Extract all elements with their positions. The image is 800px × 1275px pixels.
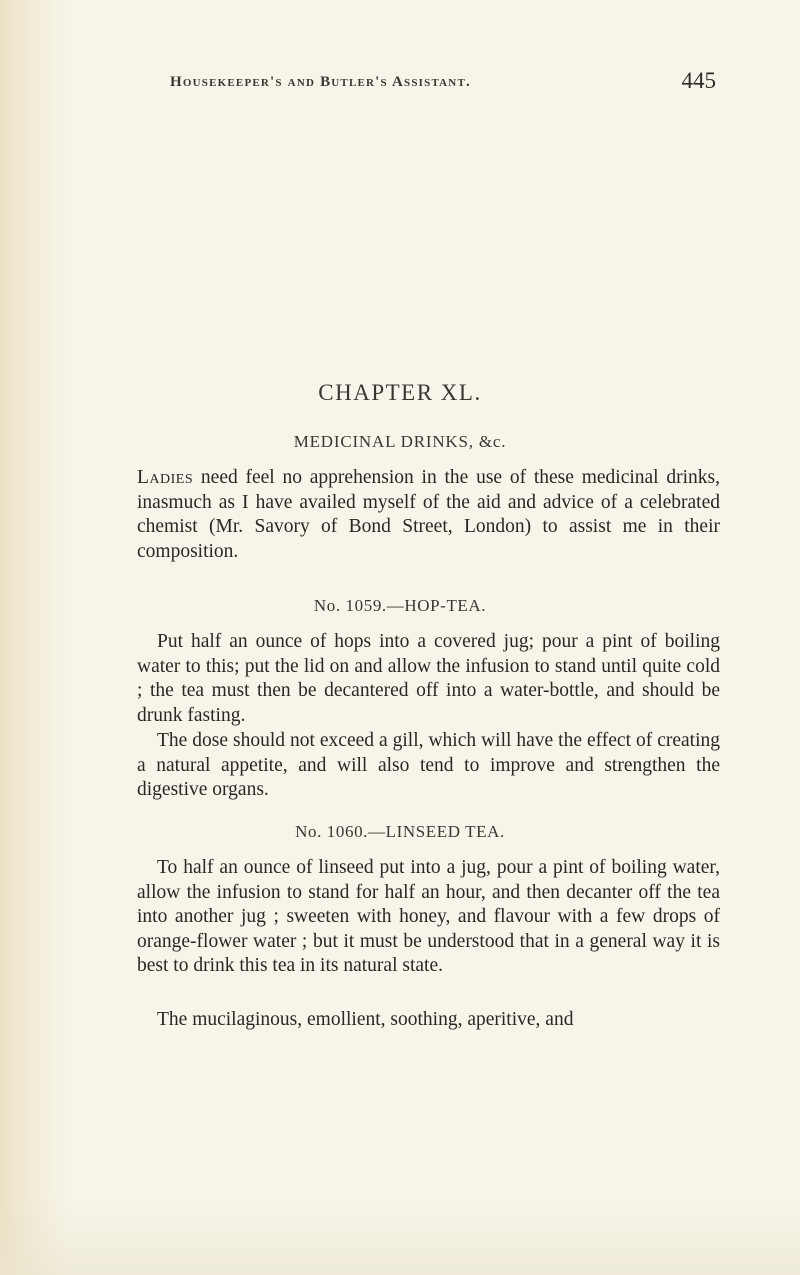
intro-lead-word: Ladies: [137, 467, 194, 488]
intro-paragraph: [137, 466, 720, 564]
hop-tea-paragraph-2: The dose should not exceed a gill, which will have the effect of creating a natural appetite, and will also tend to improve and strengthen the digestive organs.: [137, 730, 720, 800]
page-bottom-shadow: [0, 1195, 800, 1275]
chapter-title: CHAPTER XL.: [318, 380, 482, 405]
recipe-heading-linseed-tea: No. 1060.—LINSEED TEA.: [295, 822, 505, 841]
intro-text: need feel no apprehension in the use of these medicinal drinks, inasmuch as I have availed myself of the aid and advice of a celebrated chemist (Mr. Savory of Bond Street, London) to assist me in their composition.: [137, 467, 720, 562]
running-title: Housekeeper's and Butler's Assistant.: [170, 74, 471, 90]
page-edge-shadow: [0, 0, 70, 1275]
running-head: [140, 66, 716, 96]
page-number: 445: [681, 68, 716, 93]
hop-tea-paragraph-1: Put half an ounce of hops into a covered jug; pour a pint of boiling water to this; put the lid on and allow the infusion to stand until quite cold ; the tea must then be decantered off into a water-bottle, and should be drunk fasting.: [137, 631, 720, 726]
recipe-heading-hop-tea: No. 1059.—HOP-TEA.: [313, 596, 487, 615]
chapter-subtitle: MEDICINAL DRINKS, &c.: [293, 432, 507, 451]
linseed-tea-paragraph-2: The mucilaginous, emollient, soothing, aperitive, and: [157, 1009, 574, 1030]
linseed-tea-paragraph-1: To half an ounce of linseed put into a jug, pour a pint of boiling water, allow the infusion to stand for half an hour, and then decanter off the tea into another jug ; sweeten with honey, and flavour with a few drops of orange-flower water ; but it must be understood that in a general way it is best to drink this tea in its natural state.: [137, 857, 720, 976]
